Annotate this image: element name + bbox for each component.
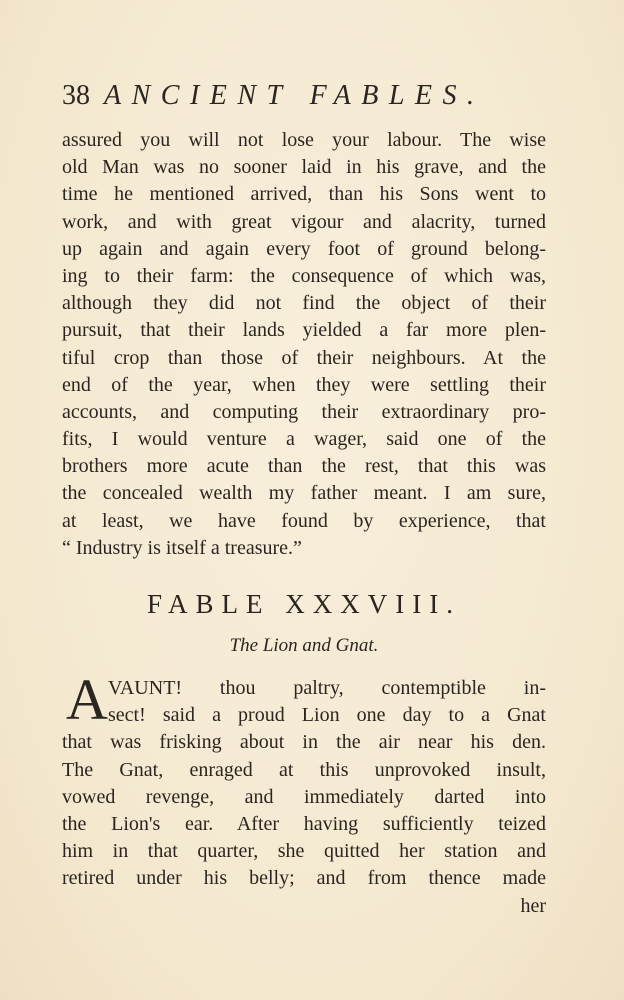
text-line: although they did not find the object of their (62, 292, 546, 315)
text-line: end of the year, when they were settling their (62, 373, 546, 396)
text-line: brothers more acute than the rest, that this was (62, 455, 546, 478)
text-line: assured you will not lose your labour. The wise (62, 129, 546, 151)
text-line: tiful crop than those of their neighbours. At the (62, 346, 546, 369)
text-line: sect! said a proud Lion one day to a Gnat (108, 704, 546, 727)
text-line: VAUNT! thou paltry, contemptible in- (108, 677, 546, 699)
text-line: him in that quarter, she quitted her station and (62, 840, 546, 863)
text-line: that was frisking about in the air near his den. (62, 731, 546, 754)
text-line: up again and again every foot of ground belong- (62, 237, 546, 260)
text-line: “ Industry is itself a treasure.” (62, 536, 302, 559)
fable-heading: FABLE XXXVIII. (147, 589, 461, 619)
running-title: ANCIENT FABLES. (104, 80, 485, 111)
fable-paragraph (62, 729, 546, 919)
paragraph-top (62, 127, 546, 562)
text-line: pursuit, that their lands yielded a far more plen- (62, 319, 546, 342)
drop-cap: A (66, 667, 108, 732)
fable-lines-indented (108, 675, 546, 729)
text-line: the concealed wealth my father meant. I am sure, (62, 482, 546, 505)
fable-subtitle: The Lion and Gnat. (229, 635, 379, 656)
text-line: The Gnat, enraged at this unprovoked insult, (62, 758, 546, 781)
text-line: old Man was no sooner laid in his grave, and the (62, 156, 546, 179)
text-line: ing to their farm: the consequence of which was, (62, 264, 546, 287)
text-line: at least, we have found by experience, that (62, 509, 546, 532)
page-number: 38 (62, 80, 90, 111)
text-line: fits, I would venture a wager, said one of the (62, 428, 546, 451)
text-line: time he mentioned arrived, than his Sons went to (62, 183, 546, 206)
text-line: work, and with great vigour and alacrity, turned (62, 210, 546, 233)
text-line: vowed revenge, and immediately darted into (62, 785, 546, 808)
text-line: accounts, and computing their extraordinary pro- (62, 400, 546, 423)
text-line: retired under his belly; and from thence made (62, 867, 546, 890)
catchword: her (520, 894, 546, 917)
page-header (62, 76, 532, 116)
text-line: the Lion's ear. After having sufficiently teized (62, 812, 546, 835)
